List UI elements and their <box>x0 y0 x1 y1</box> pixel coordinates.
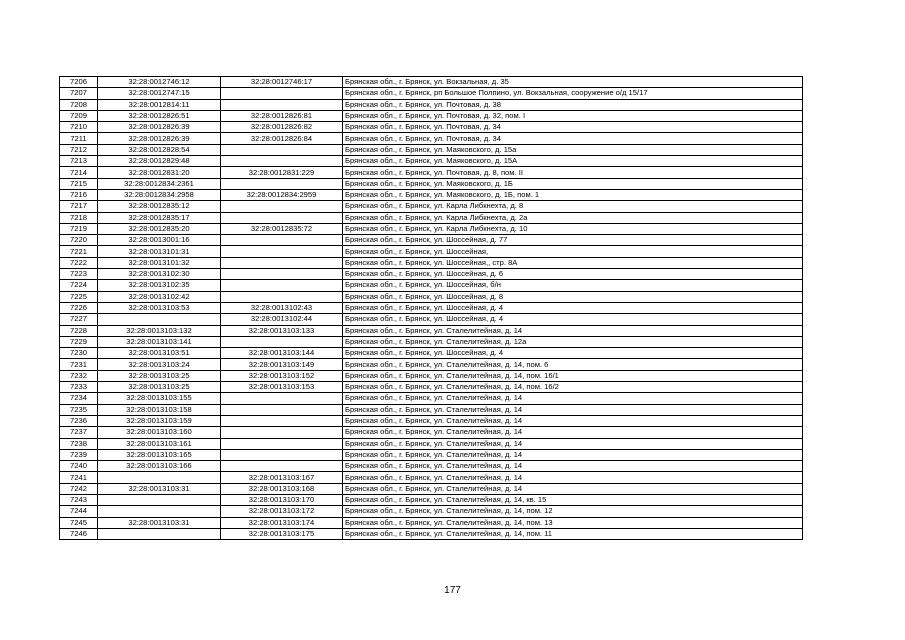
cadastral-number-cell: 32:28:0013103:159 <box>98 415 221 426</box>
object-cadastral-number-cell <box>221 461 343 472</box>
object-cadastral-number-cell <box>221 449 343 460</box>
row-number-cell: 7207 <box>60 88 98 99</box>
page-number: 177 <box>444 585 461 596</box>
object-cadastral-number-cell <box>221 201 343 212</box>
object-cadastral-number-cell: 32:28:0013103:144 <box>221 348 343 359</box>
cadastral-number-cell: 32:28:0013001:16 <box>98 235 221 246</box>
object-cadastral-number-cell: 32:28:0013103:175 <box>221 528 343 539</box>
row-number-cell: 7237 <box>60 427 98 438</box>
table-row <box>60 370 803 381</box>
cadastral-number-cell: 32:28:0012826:39 <box>98 122 221 133</box>
table-row <box>60 167 803 178</box>
table-row <box>60 280 803 291</box>
address-cell: Брянская обл., г. Брянск, ул. Шоссейная, д. 4 <box>343 348 803 359</box>
table-row <box>60 110 803 121</box>
object-cadastral-number-cell: 32:28:0012826:82 <box>221 122 343 133</box>
cadastral-number-cell: 32:28:0013103:132 <box>98 325 221 336</box>
table-row <box>60 77 803 88</box>
row-number-cell: 7244 <box>60 506 98 517</box>
address-cell: Брянская обл., г. Брянск, ул. Сталелитейная, д. 14, кв. 15 <box>343 494 803 505</box>
object-cadastral-number-cell <box>221 144 343 155</box>
cadastral-number-cell: 32:28:0012814:11 <box>98 99 221 110</box>
address-cell: Брянская обл., г. Брянск, ул. Шоссейная, д. 8 <box>343 291 803 302</box>
cadastral-number-cell: 32:28:0012835:17 <box>98 212 221 223</box>
address-cell: Брянская обл., г. Брянск, ул. Маяковского, д. 1Б <box>343 178 803 189</box>
object-cadastral-number-cell: 32:28:0013103:170 <box>221 494 343 505</box>
row-number-cell: 7221 <box>60 246 98 257</box>
address-cell: Брянская обл., г. Брянск, ул. Сталелитейная, д. 14 <box>343 404 803 415</box>
cadastral-number-cell: 32:28:0012834:2958 <box>98 189 221 200</box>
object-cadastral-number-cell <box>221 438 343 449</box>
row-number-cell: 7226 <box>60 302 98 313</box>
row-number-cell: 7227 <box>60 314 98 325</box>
table-row <box>60 269 803 280</box>
address-cell: Брянская обл., г. Брянск, ул. Маяковского, д. 1Б, пом. 1 <box>343 189 803 200</box>
row-number-cell: 7243 <box>60 494 98 505</box>
table-row <box>60 212 803 223</box>
row-number-cell: 7230 <box>60 348 98 359</box>
object-cadastral-number-cell: 32:28:0013103:153 <box>221 382 343 393</box>
table-row <box>60 325 803 336</box>
table-row <box>60 461 803 472</box>
cadastral-number-cell: 32:28:0013103:161 <box>98 438 221 449</box>
row-number-cell: 7209 <box>60 110 98 121</box>
table-row <box>60 528 803 539</box>
cadastral-number-cell: 32:28:0013101:31 <box>98 246 221 257</box>
cadastral-number-cell: 32:28:0012828:54 <box>98 144 221 155</box>
table-row <box>60 427 803 438</box>
object-cadastral-number-cell: 32:28:0013103:167 <box>221 472 343 483</box>
address-cell: Брянская обл., г. Брянск, ул. Сталелитейная, д. 14, пом. 12 <box>343 506 803 517</box>
row-number-cell: 7233 <box>60 382 98 393</box>
table-row <box>60 415 803 426</box>
object-cadastral-number-cell: 32:28:0012826:81 <box>221 110 343 121</box>
address-cell: Брянская обл., г. Брянск, ул. Сталелитейная, д. 14 <box>343 325 803 336</box>
cadastral-number-cell: 32:28:0012746:12 <box>98 77 221 88</box>
table-row <box>60 235 803 246</box>
cadastral-number-cell: 32:28:0012826:39 <box>98 133 221 144</box>
object-cadastral-number-cell: 32:28:0013103:133 <box>221 325 343 336</box>
object-cadastral-number-cell <box>221 427 343 438</box>
address-cell: Брянская обл., г. Брянск, ул. Сталелитейная, д. 14, пом. 11 <box>343 528 803 539</box>
table-row <box>60 382 803 393</box>
object-cadastral-number-cell: 32:28:0012834:2959 <box>221 189 343 200</box>
address-cell: Брянская обл., г. Брянск, ул. Сталелитейная, д. 14 <box>343 415 803 426</box>
row-number-cell: 7223 <box>60 269 98 280</box>
address-cell: Брянская обл., г. Брянск, ул. Сталелитейная, д. 14 <box>343 393 803 404</box>
table-row <box>60 359 803 370</box>
row-number-cell: 7208 <box>60 99 98 110</box>
table-row <box>60 314 803 325</box>
table-row <box>60 223 803 234</box>
table-row <box>60 404 803 415</box>
row-number-cell: 7239 <box>60 449 98 460</box>
cadastral-number-cell: 32:28:0013103:25 <box>98 382 221 393</box>
cadastral-number-cell <box>98 494 221 505</box>
object-cadastral-number-cell: 32:28:0013103:174 <box>221 517 343 528</box>
object-cadastral-number-cell <box>221 280 343 291</box>
table-row <box>60 483 803 494</box>
row-number-cell: 7229 <box>60 336 98 347</box>
cadastral-number-cell: 32:28:0013103:155 <box>98 393 221 404</box>
row-number-cell: 7245 <box>60 517 98 528</box>
object-cadastral-number-cell <box>221 291 343 302</box>
row-number-cell: 7211 <box>60 133 98 144</box>
address-cell: Брянская обл., г. Брянск, ул. Шоссейная, д. 77 <box>343 235 803 246</box>
address-cell: Брянская обл., г. Брянск, ул. Шоссейная,, стр. 8А <box>343 257 803 268</box>
address-cell: Брянская обл., г. Брянск, ул. Шоссейная, д. 4 <box>343 302 803 313</box>
cadastral-number-cell: 32:28:0012831:20 <box>98 167 221 178</box>
address-cell: Брянская обл., г. Брянск, ул. Сталелитейная, д. 14, пом. 13 <box>343 517 803 528</box>
table-row <box>60 472 803 483</box>
table-row <box>60 438 803 449</box>
object-cadastral-number-cell: 32:28:0013103:149 <box>221 359 343 370</box>
cadastral-number-cell <box>98 506 221 517</box>
row-number-cell: 7224 <box>60 280 98 291</box>
object-cadastral-number-cell <box>221 336 343 347</box>
object-cadastral-number-cell: 32:28:0012835:72 <box>221 223 343 234</box>
table-row <box>60 133 803 144</box>
object-cadastral-number-cell <box>221 257 343 268</box>
row-number-cell: 7206 <box>60 77 98 88</box>
row-number-cell: 7231 <box>60 359 98 370</box>
row-number-cell: 7218 <box>60 212 98 223</box>
registry-table <box>59 76 803 540</box>
cadastral-number-cell: 32:28:0013103:160 <box>98 427 221 438</box>
table-row <box>60 348 803 359</box>
address-cell: Брянская обл., г. Брянск, ул. Вокзальная, д. 35 <box>343 77 803 88</box>
table-row <box>60 257 803 268</box>
table-row <box>60 393 803 404</box>
row-number-cell: 7214 <box>60 167 98 178</box>
row-number-cell: 7232 <box>60 370 98 381</box>
row-number-cell: 7219 <box>60 223 98 234</box>
cadastral-number-cell: 32:28:0013103:31 <box>98 517 221 528</box>
table-row <box>60 156 803 167</box>
address-cell: Брянская обл., г. Брянск, ул. Сталелитейная, д. 14 <box>343 472 803 483</box>
cadastral-number-cell: 32:28:0012826:51 <box>98 110 221 121</box>
object-cadastral-number-cell <box>221 99 343 110</box>
object-cadastral-number-cell: 32:28:0012746:17 <box>221 77 343 88</box>
address-cell: Брянская обл., г. Брянск, ул. Карла Либкнехта, д. 2а <box>343 212 803 223</box>
table-row <box>60 291 803 302</box>
row-number-cell: 7228 <box>60 325 98 336</box>
cadastral-number-cell: 32:28:0013102:30 <box>98 269 221 280</box>
address-cell: Брянская обл., г. Брянск, ул. Сталелитейная, д. 14 <box>343 461 803 472</box>
table-row <box>60 178 803 189</box>
object-cadastral-number-cell <box>221 415 343 426</box>
table-row <box>60 449 803 460</box>
row-number-cell: 7238 <box>60 438 98 449</box>
table-row <box>60 88 803 99</box>
address-cell: Брянская обл., г. Брянск, ул. Почтовая, д. 38 <box>343 99 803 110</box>
address-cell: Брянская обл., г. Брянск, ул. Карла Либкнехта, д. 10 <box>343 223 803 234</box>
table-row <box>60 122 803 133</box>
address-cell: Брянская обл., г. Брянск, ул. Сталелитейная, д. 14 <box>343 427 803 438</box>
address-cell: Брянская обл., г. Брянск, ул. Шоссейная, <box>343 246 803 257</box>
cadastral-number-cell: 32:28:0012834:2361 <box>98 178 221 189</box>
row-number-cell: 7246 <box>60 528 98 539</box>
registry-table-body <box>60 77 803 540</box>
object-cadastral-number-cell <box>221 269 343 280</box>
cadastral-number-cell: 32:28:0012835:20 <box>98 223 221 234</box>
table-row <box>60 494 803 505</box>
cadastral-number-cell <box>98 314 221 325</box>
cadastral-number-cell <box>98 472 221 483</box>
object-cadastral-number-cell <box>221 212 343 223</box>
cadastral-number-cell: 32:28:0013103:53 <box>98 302 221 313</box>
row-number-cell: 7213 <box>60 156 98 167</box>
object-cadastral-number-cell: 32:28:0013102:43 <box>221 302 343 313</box>
cadastral-number-cell: 32:28:0013103:166 <box>98 461 221 472</box>
object-cadastral-number-cell <box>221 404 343 415</box>
cadastral-number-cell: 32:28:0013102:42 <box>98 291 221 302</box>
cadastral-number-cell <box>98 528 221 539</box>
address-cell: Брянская обл., г. Брянск, ул. Сталелитейная, д. 14 <box>343 449 803 460</box>
address-cell: Брянская обл., г. Брянск, ул. Сталелитейная, д. 14 <box>343 438 803 449</box>
address-cell: Брянская обл., г. Брянск, ул. Почтовая, д. 34 <box>343 133 803 144</box>
object-cadastral-number-cell <box>221 156 343 167</box>
table-row <box>60 302 803 313</box>
object-cadastral-number-cell <box>221 393 343 404</box>
cadastral-number-cell: 32:28:0013102:35 <box>98 280 221 291</box>
address-cell: Брянская обл., г. Брянск, ул. Маяковского, д. 15а <box>343 144 803 155</box>
object-cadastral-number-cell <box>221 235 343 246</box>
cadastral-number-cell: 32:28:0013103:165 <box>98 449 221 460</box>
address-cell: Брянская обл., г. Брянск, ул. Шоссейная, д. 6 <box>343 269 803 280</box>
object-cadastral-number-cell: 32:28:0012831:229 <box>221 167 343 178</box>
row-number-cell: 7222 <box>60 257 98 268</box>
cadastral-number-cell: 32:28:0013103:158 <box>98 404 221 415</box>
address-cell: Брянская обл., г. Брянск, ул. Шоссейная, д. 4 <box>343 314 803 325</box>
row-number-cell: 7220 <box>60 235 98 246</box>
address-cell: Брянская обл., г. Брянск, ул. Шоссейная, б/н <box>343 280 803 291</box>
object-cadastral-number-cell: 32:28:0013102:44 <box>221 314 343 325</box>
cadastral-number-cell: 32:28:0013103:51 <box>98 348 221 359</box>
row-number-cell: 7241 <box>60 472 98 483</box>
table-row <box>60 506 803 517</box>
object-cadastral-number-cell: 32:28:0013103:152 <box>221 370 343 381</box>
address-cell: Брянская обл., г. Брянск, ул. Сталелитейная, д. 14, пом. 16/1 <box>343 370 803 381</box>
table-row <box>60 246 803 257</box>
object-cadastral-number-cell: 32:28:0013103:168 <box>221 483 343 494</box>
cadastral-number-cell: 32:28:0013103:24 <box>98 359 221 370</box>
row-number-cell: 7225 <box>60 291 98 302</box>
row-number-cell: 7240 <box>60 461 98 472</box>
table-row <box>60 99 803 110</box>
cadastral-number-cell: 32:28:0013103:25 <box>98 370 221 381</box>
cadastral-number-cell: 32:28:0012747:15 <box>98 88 221 99</box>
cadastral-number-cell: 32:28:0012835:12 <box>98 201 221 212</box>
table-row <box>60 144 803 155</box>
row-number-cell: 7242 <box>60 483 98 494</box>
object-cadastral-number-cell <box>221 246 343 257</box>
cadastral-number-cell: 32:28:0013103:31 <box>98 483 221 494</box>
cadastral-number-cell: 32:28:0013101:32 <box>98 257 221 268</box>
address-cell: Брянская обл., г. Брянск, ул. Сталелитейная, д. 14 <box>343 483 803 494</box>
table-row <box>60 517 803 528</box>
object-cadastral-number-cell: 32:28:0013103:172 <box>221 506 343 517</box>
table-row <box>60 189 803 200</box>
address-cell: Брянская обл., г. Брянск, ул. Почтовая, д. 32, пом. I <box>343 110 803 121</box>
row-number-cell: 7216 <box>60 189 98 200</box>
cadastral-number-cell: 32:28:0012829:48 <box>98 156 221 167</box>
row-number-cell: 7215 <box>60 178 98 189</box>
table-row <box>60 201 803 212</box>
object-cadastral-number-cell <box>221 178 343 189</box>
address-cell: Брянская обл., г. Брянск, ул. Маяковского, д. 15А <box>343 156 803 167</box>
row-number-cell: 7235 <box>60 404 98 415</box>
address-cell: Брянская обл., г. Брянск, ул. Сталелитейная, д. 14, пом. 6 <box>343 359 803 370</box>
address-cell: Брянская обл., г. Брянск, ул. Сталелитейная, д. 12а <box>343 336 803 347</box>
address-cell: Брянская обл., г. Брянск, ул. Почтовая, д. 34 <box>343 122 803 133</box>
row-number-cell: 7212 <box>60 144 98 155</box>
address-cell: Брянская обл., г. Брянск, ул. Почтовая, д. 8, пом. II <box>343 167 803 178</box>
object-cadastral-number-cell: 32:28:0012826:84 <box>221 133 343 144</box>
cadastral-number-cell: 32:28:0013103:141 <box>98 336 221 347</box>
address-cell: Брянская обл., г. Брянск, рп Большое Полпино, ул. Вокзальная, сооружение о/д 15/17 <box>343 88 803 99</box>
address-cell: Брянская обл., г. Брянск, ул. Карла Либкнехта, д. 8 <box>343 201 803 212</box>
address-cell: Брянская обл., г. Брянск, ул. Сталелитейная, д. 14, пом. 16/2 <box>343 382 803 393</box>
row-number-cell: 7210 <box>60 122 98 133</box>
row-number-cell: 7236 <box>60 415 98 426</box>
row-number-cell: 7234 <box>60 393 98 404</box>
row-number-cell: 7217 <box>60 201 98 212</box>
object-cadastral-number-cell <box>221 88 343 99</box>
table-row <box>60 336 803 347</box>
